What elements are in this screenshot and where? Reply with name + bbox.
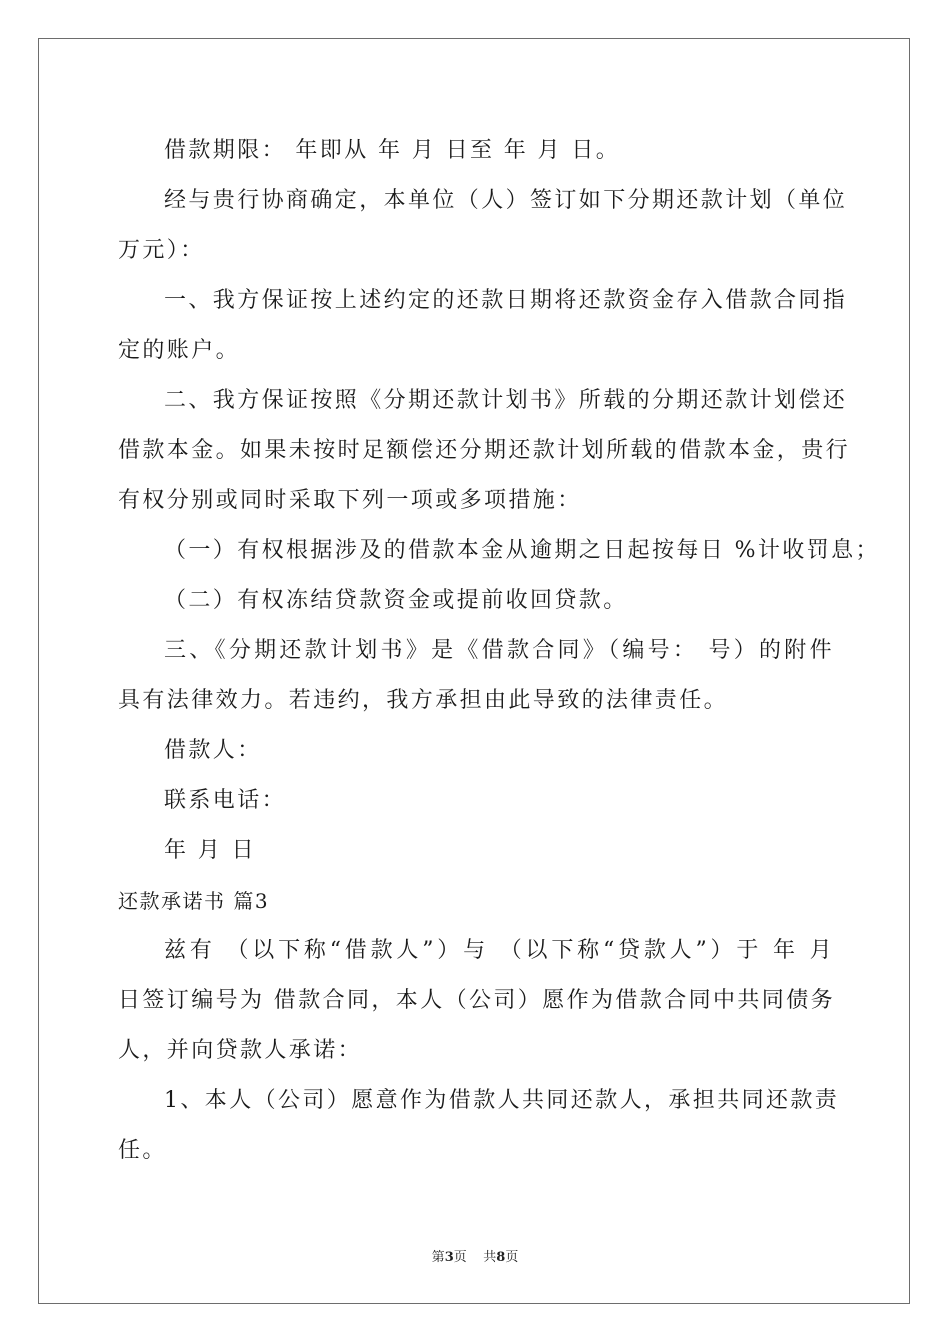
clause-three-line-2: 具有法律效力。若违约，我方承担由此导致的法律责任。 xyxy=(118,688,729,713)
clause-two-line-2: 借款本金。如果未按时足额偿还分期还款计划所载的借款本金，贵行 xyxy=(118,438,851,463)
clause-two-line-3: 有权分别或同时采取下列一项或多项措施： xyxy=(118,488,582,513)
clause-three-line-1: 三、《分期还款计划书》是《借款合同》（编号： 号）的附件 xyxy=(164,638,834,663)
footer-page-number: 3 xyxy=(444,1250,454,1265)
clause-one-line-2: 定的账户。 xyxy=(118,338,241,363)
measure-two-line: （二）有权冻结贷款资金或提前收回贷款。 xyxy=(164,588,628,613)
section-heading: 还款承诺书 篇3 xyxy=(118,889,270,913)
clause-one-line-1: 一、我方保证按上述约定的还款日期将还款资金存入借款合同指 xyxy=(164,288,848,313)
footer-page-mid: 页 共 xyxy=(453,1250,497,1265)
measure-one-line: （一）有权根据涉及的借款本金从逾期之日起按每日 %计收罚息； xyxy=(164,538,880,563)
promise-one-line-2: 任。 xyxy=(118,1138,167,1163)
paragraph-intro-line-1: 经与贵行协商确定，本单位（人）签订如下分期还款计划（单位 xyxy=(164,188,848,213)
section3-line-3: 人，并向贷款人承诺： xyxy=(118,1038,363,1063)
phone-label: 联系电话： xyxy=(164,788,287,813)
page-footer xyxy=(0,1246,950,1265)
section3-line-1: 兹有 （以下称“借款人”）与 （以下称“贷款人”）于 年 月 xyxy=(164,938,834,963)
clause-two-line-1: 二、我方保证按照《分期还款计划书》所载的分期还款计划偿还 xyxy=(164,388,848,413)
loan-term-line: 借款期限： 年即从 年 月 日至 年 月 日。 xyxy=(164,138,621,163)
section3-line-2: 日签订编号为 借款合同，本人（公司）愿作为借款合同中共同债务 xyxy=(118,988,835,1013)
footer-page-prefix: 第 xyxy=(431,1250,445,1265)
footer-page-total: 8 xyxy=(496,1250,506,1265)
promise-one-line-1: 1、本人（公司）愿意作为借款人共同还款人，承担共同还款责 xyxy=(164,1088,840,1113)
footer-page-suffix: 页 xyxy=(505,1250,519,1265)
date-line: 年 月 日 xyxy=(164,838,256,863)
borrower-label: 借款人： xyxy=(164,738,262,763)
paragraph-intro-line-2: 万元）： xyxy=(118,238,205,263)
